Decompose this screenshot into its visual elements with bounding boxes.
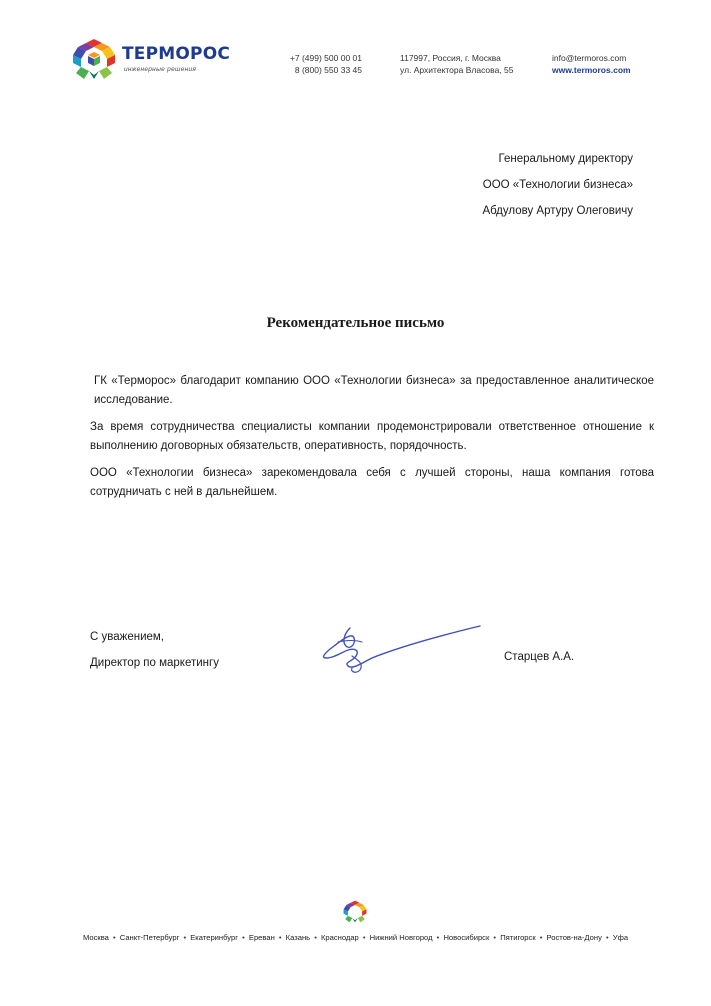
header-contacts [552, 52, 662, 76]
addressee-company: ООО «Технологии бизнеса» [482, 179, 633, 191]
signer-name: Старцев А.А. [504, 651, 575, 663]
city-separator: • [360, 933, 368, 942]
city-separator: • [312, 933, 319, 942]
termoros-logo-icon [72, 38, 116, 80]
city-separator: • [110, 933, 118, 942]
footer-logo-icon [343, 900, 367, 923]
footer-city: Санкт-Петербург [119, 933, 180, 942]
city-separator: • [276, 933, 284, 942]
city-separator: • [181, 933, 189, 942]
address-line-1: 117997, Россия, г. Москва [400, 53, 501, 63]
footer-city: Новосибирск [443, 933, 490, 942]
brand-tagline: инженерные решения [124, 66, 197, 73]
city-separator: • [537, 933, 545, 942]
addressee-position: Генеральному директору [498, 153, 633, 165]
brand-name: ТЕРМОРОС [122, 44, 231, 64]
footer-city: Ереван [248, 933, 275, 942]
signer-position: Директор по маркетингу [90, 657, 219, 669]
phone-1: +7 (499) 500 00 01 [289, 53, 362, 63]
email-address: info@termoros.com [552, 53, 627, 63]
footer-city: Казань [285, 933, 311, 942]
footer-city: Пятигорск [500, 933, 536, 942]
body-paragraph-1: ГК «Терморос» благодарит компанию ООО «Технологии бизнеса» за предоставленное аналитическое исследование. [94, 375, 654, 406]
letter-body [90, 372, 654, 510]
footer-city: Екатеринбург [190, 933, 238, 942]
city-separator: • [240, 933, 247, 942]
city-separator: • [603, 933, 611, 942]
handwritten-signature [312, 620, 492, 680]
footer-city: Ростов-на-Дону [546, 933, 602, 942]
body-paragraph-3: ООО «Технологии бизнеса» зарекомендовала себя с лучшей стороны, наша компания готова сотрудничать с ней в дальнейшем. [90, 467, 654, 498]
addressee-name: Абдулову Артуру Олеговичу [482, 205, 633, 217]
body-paragraph-2: За время сотрудничества специалисты компании продемонстрировали ответственное отношение к выполнению договорных обязательств, оперативность, порядочность. [90, 421, 654, 452]
city-separator: • [434, 933, 442, 942]
addressee-block [482, 146, 633, 224]
closing-block [90, 624, 219, 676]
footer-city: Краснодар [320, 933, 359, 942]
footer-cities [0, 933, 711, 942]
footer-city: Уфа [612, 933, 629, 942]
phone-2: 8 (800) 550 33 45 [294, 65, 362, 75]
city-separator: • [491, 933, 499, 942]
letter-title: Рекомендательное письмо [266, 315, 445, 331]
footer-city: Нижний Новгород [369, 933, 433, 942]
footer-city: Москва [82, 933, 109, 942]
address-line-2: ул. Архитектора Власова, 55 [400, 65, 514, 75]
header-phones [286, 52, 362, 76]
header-address [400, 52, 540, 76]
website-link: www.termoros.com [552, 65, 631, 75]
closing-regards: С уважением, [90, 631, 164, 643]
